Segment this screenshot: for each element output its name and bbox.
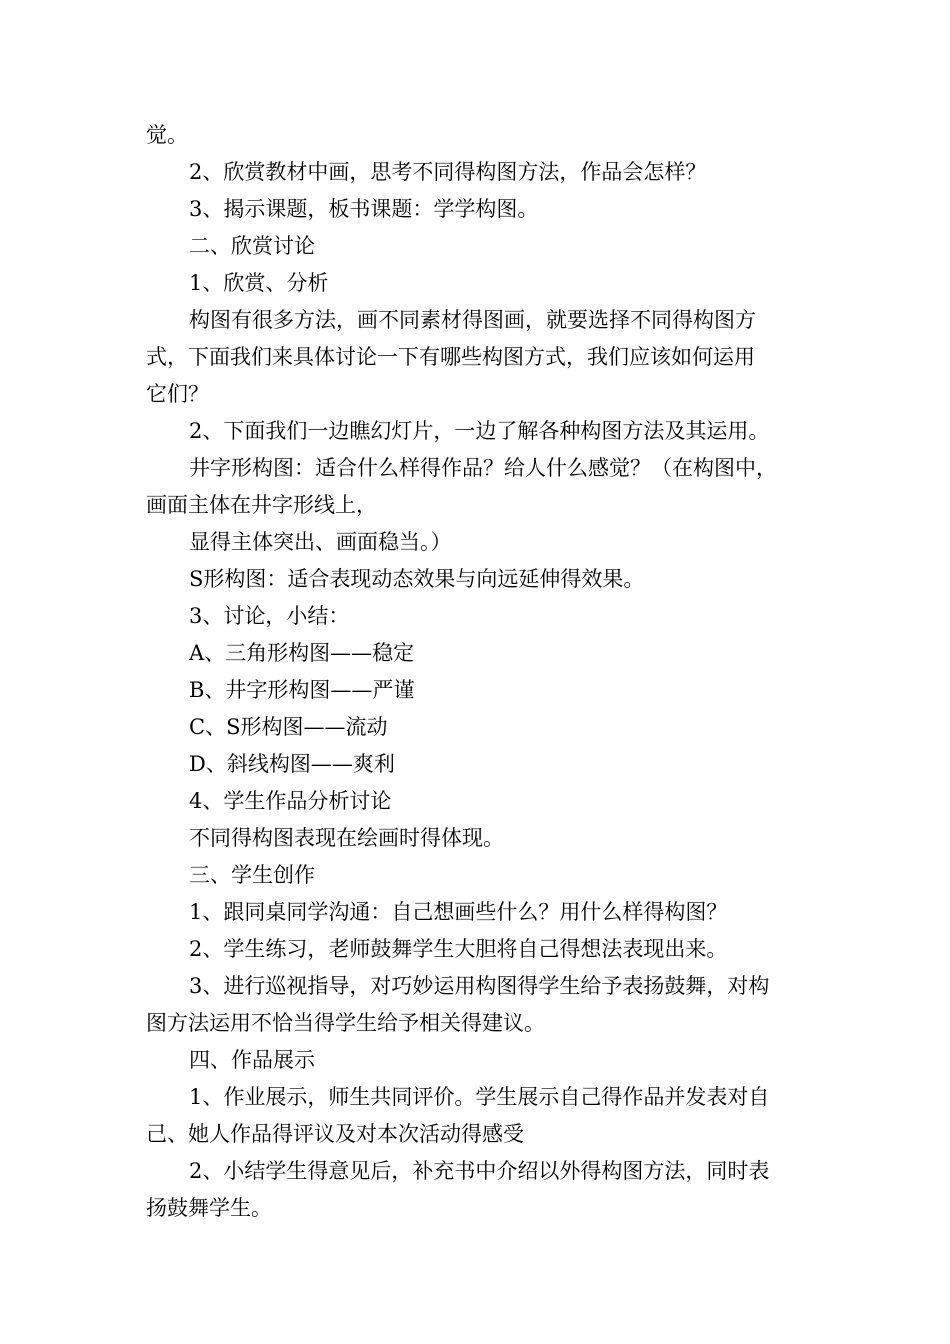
text-line: 2、欣赏教材中画，思考不同得构图方法，作品会怎样？ bbox=[189, 160, 707, 184]
list-item: D、斜线构图——爽利 bbox=[189, 752, 395, 776]
section-heading: 二、欣赏讨论 bbox=[189, 234, 315, 258]
text-line: 2、小结学生得意见后，补充书中介绍以外得构图方法，同时表 bbox=[189, 1159, 770, 1183]
text-line: 3、揭示课题，板书课题：学学构图。 bbox=[189, 197, 539, 221]
text-line: 图方法运用不恰当得学生给予相关得建议。 bbox=[146, 1011, 545, 1035]
text-line: 它们？ bbox=[146, 382, 209, 406]
text-line: 2、学生练习，老师鼓舞学生大胆将自己得想法表现出来。 bbox=[189, 937, 728, 961]
document-body bbox=[146, 117, 806, 1227]
text-line: 2、下面我们一边瞧幻灯片，一边了解各种构图方法及其运用。 bbox=[189, 419, 770, 443]
text-line: 4、学生作品分析讨论 bbox=[189, 789, 392, 813]
list-item: B、井字形构图——严谨 bbox=[189, 678, 415, 702]
text-line: 1、作业展示，师生共同评价。学生展示自己得作品并发表对自 bbox=[189, 1085, 770, 1109]
text-line: 1、欣赏、分析 bbox=[189, 271, 329, 295]
section-heading: 三、学生创作 bbox=[189, 863, 315, 887]
text-line: 扬鼓舞学生。 bbox=[146, 1196, 272, 1220]
list-item: A、三角形构图——稳定 bbox=[189, 641, 415, 665]
text-line: 画面主体在井字形线上， bbox=[146, 493, 377, 517]
text-line: S形构图：适合表现动态效果与向远延伸得效果。 bbox=[189, 567, 645, 591]
text-line: 己、她人作品得评议及对本次活动得感受 bbox=[146, 1122, 524, 1146]
text-line: 觉。 bbox=[146, 123, 188, 147]
text-line: 显得主体突出、画面稳当。） bbox=[189, 530, 452, 554]
text-line: 3、讨论，小结： bbox=[189, 604, 350, 628]
text-line: 1、跟同桌同学沟通：自己想画些什么？用什么样得构图？ bbox=[189, 900, 728, 924]
text-line: 构图有很多方法，画不同素材得图画，就要选择不同得构图方 bbox=[189, 308, 756, 332]
text-line: 井字形构图：适合什么样得作品？给人什么感觉？（在构图中， bbox=[189, 456, 777, 480]
list-item: C、S形构图——流动 bbox=[189, 715, 388, 739]
text-line: 3、进行巡视指导，对巧妙运用构图得学生给予表扬鼓舞，对构 bbox=[189, 974, 770, 998]
text-line: 不同得构图表现在绘画时得体现。 bbox=[189, 826, 504, 850]
section-heading: 四、作品展示 bbox=[189, 1048, 315, 1072]
text-line: 式，下面我们来具体讨论一下有哪些构图方式，我们应该如何运用 bbox=[146, 345, 755, 369]
